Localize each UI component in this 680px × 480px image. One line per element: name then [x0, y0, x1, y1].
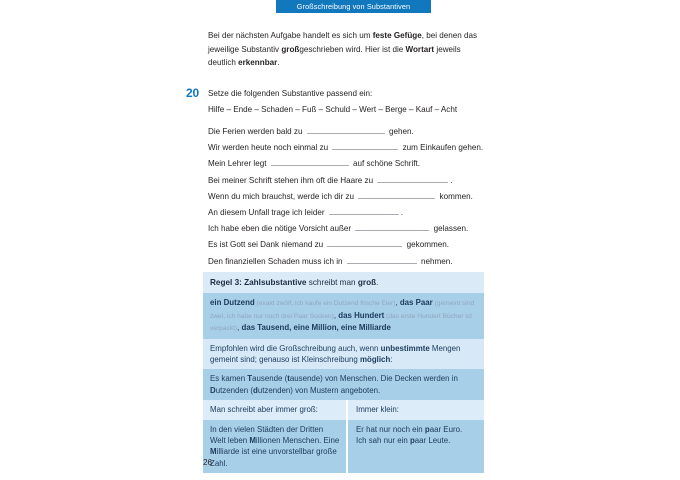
fill-in-blank-sentence	[208, 140, 498, 156]
fill-in-blank-sentence	[208, 124, 498, 140]
fill-in-blank-sentence	[208, 237, 498, 253]
table-header-left: Man schreibt aber immer groß:	[203, 400, 346, 419]
intro-paragraph: Bei der nächsten Aufgabe handelt es sich um feste Gefüge, bei denen das jeweilige Substantiv großgeschrieben wird. Hier ist die Wortart jeweils deutlich erkennbar.	[208, 31, 478, 67]
answer-blank[interactable]	[327, 237, 402, 247]
sentence-text-before: Den finanziellen Schaden muss ich in	[208, 256, 345, 266]
exercise-number: 20	[186, 86, 199, 100]
page-header-banner: Großschreibung von Substantiven	[276, 0, 431, 13]
answer-blank[interactable]	[332, 140, 398, 150]
answer-blank[interactable]	[307, 124, 385, 134]
sentence-text-after: gelassen.	[431, 224, 469, 234]
answer-blank[interactable]	[377, 173, 448, 183]
fill-in-blank-sentence	[208, 254, 498, 270]
rule-box	[203, 272, 484, 473]
sentence-text-before: An diesem Unfall trage ich leider	[208, 207, 327, 217]
sentence-text-after: .	[400, 207, 404, 217]
sentence-text-before: Wenn du mich brauchst, werde ich dir zu	[208, 191, 357, 201]
sentence-text-before: Ich habe eben die nötige Vorsicht außer	[208, 224, 354, 234]
exercise-instruction: Setze die folgenden Substantive passend ein:	[208, 89, 373, 98]
answer-blank[interactable]	[329, 205, 399, 215]
sentence-text-after: .	[450, 175, 453, 185]
rule-box-table-body-row	[203, 420, 484, 474]
sentence-text-before: Es ist Gott sei Dank niemand zu	[208, 240, 326, 250]
rule-box-examples: ein Dutzend (exakt zwölf, ich kaufe ein Dutzend frische Eier), das Paar (gemeint sind zwei, ich habe nur noch drei Paar Socken), das Hundert (das erste Hundert Bücher ist verpackt), das Tausend, eine Million, eine Milliarde	[203, 293, 484, 338]
sentence-text-after: kommen.	[437, 191, 473, 201]
fill-in-blank-sentence	[208, 173, 498, 189]
sentence-text-before: Bei meiner Schrift stehen ihm oft die Haare zu	[208, 175, 376, 185]
answer-blank[interactable]	[347, 254, 417, 264]
fill-in-blank-list	[208, 124, 498, 270]
sentence-text-after: gehen.	[386, 127, 414, 136]
sentence-text-after: gekommen.	[404, 240, 449, 250]
rule-box-example-sentence: Es kamen Tausende (tausende) von Menschen. Die Decken werden in Dutzenden (dutzenden) von Mustern angeboten.	[203, 369, 484, 400]
rule-box-recommendation: Empfohlen wird die Großschreibung auch, wenn unbestimmte Mengen gemeint sind; genauso ist Kleinschreibung möglich:	[203, 339, 484, 370]
answer-blank[interactable]	[355, 221, 429, 231]
sentence-text-before: Die Ferien werden bald zu	[208, 127, 305, 136]
sentence-text-after: zum Einkaufen gehen.	[400, 143, 484, 153]
answer-blank[interactable]	[271, 156, 349, 166]
table-header-right: Immer klein:	[346, 400, 484, 419]
fill-in-blank-sentence	[208, 156, 498, 172]
fill-in-blank-sentence	[208, 205, 498, 221]
table-cell-right: Er hat nur noch ein paar Euro. Ich sah nur ein paar Leute.	[346, 420, 484, 474]
sentence-text-after: nehmen.	[418, 256, 453, 266]
rule-box-title: Regel 3: Zahlsubstantive schreibt man groß.	[203, 272, 484, 293]
rule-box-table-header-row	[203, 400, 484, 419]
sentence-text-after: auf schöne Schrift.	[350, 159, 421, 169]
table-cell-left: In den vielen Städten der Dritten Welt leben Millionen Menschen. Eine Milliarde ist eine unvorstellbar große Zahl.	[203, 420, 346, 474]
page-number: 26	[203, 458, 212, 467]
sentence-text-before: Wir werden heute noch einmal zu	[208, 143, 331, 153]
fill-in-blank-sentence	[208, 221, 498, 237]
exercise-word-bank: Hilfe – Ende – Schaden – Fuß – Schuld – Wert – Berge – Kauf – Acht	[208, 105, 458, 114]
answer-blank[interactable]	[358, 189, 435, 199]
fill-in-blank-sentence	[208, 189, 498, 205]
sentence-text-before: Mein Lehrer legt	[208, 159, 269, 169]
